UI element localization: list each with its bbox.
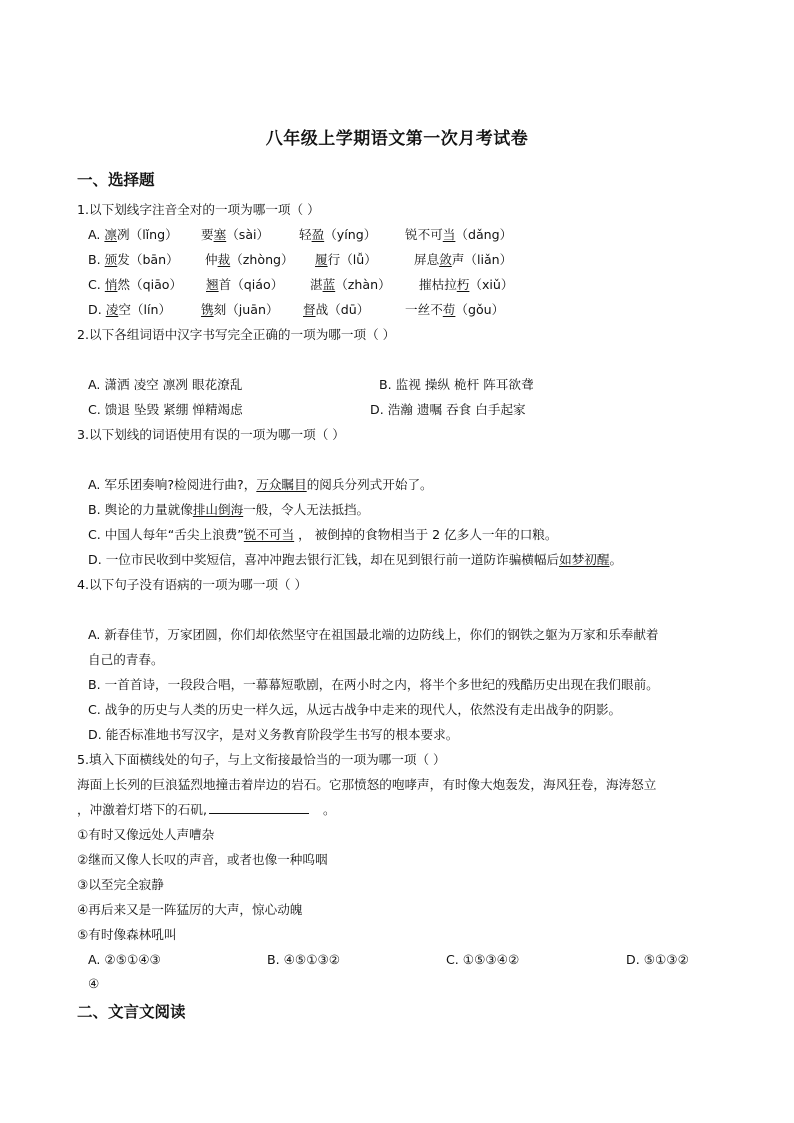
q5-item-4: ④再后来又是一阵猛厉的大声，惊心动魄 [77, 902, 303, 917]
q3-option-a: A. 军乐团奏响?检阅进行曲?，万众瞩目的阅兵分列式开始了。 [88, 477, 433, 492]
section-heading-choice: 一、选择题 [77, 170, 155, 189]
q1-option-a-word3: 轻盈（yíng） [299, 227, 377, 242]
section-heading-classical-reading: 二、文言文阅读 [77, 1002, 186, 1021]
q5-item-2: ②继而又像人长叹的声音，或者也像一种呜咽 [77, 852, 328, 867]
q5-option-c: C. ①⑤③④② [446, 952, 520, 967]
q1-option-d-word4: 一丝不苟（gǒu） [405, 302, 505, 317]
q2-option-c: C. 馈退 坠毁 紧绷 惮精竭虑 [88, 402, 243, 417]
q1-option-a-word2: 要塞（sài） [201, 227, 270, 242]
q5-option-a: A. ②⑤①④③ [88, 952, 161, 967]
q1-option-c-word2: 翘首（qiáo） [206, 277, 284, 292]
q5-passage-line-2: ，冲激着灯塔下的石矶, 。 [77, 802, 336, 817]
q5-option-b: B. ④⑤①③② [267, 952, 341, 967]
q4-option-a: A. 新春佳节，万家团圆，你们却依然坚守在祖国最北端的边防线上，你们的钢铁之躯为万家和乐奉献着 [88, 627, 659, 642]
q2-option-a: A. 潇洒 凌空 凛冽 眼花潦乱 [88, 377, 243, 392]
q1-option-c: C. 悄然（qiāo） [88, 277, 183, 292]
q5-passage-line-1: 海面上长列的巨浪猛烈地撞击着岸边的岩石。它那愤怒的咆哮声，有时像大炮轰发，海风狂卷，海涛怒立 [77, 777, 657, 792]
q1-option-b-word3: 履行（lǚ） [315, 252, 377, 267]
q1-option-b-word2: 仲裁（zhòng） [205, 252, 294, 267]
q3-option-c: C. 中国人每年“舌尖上浪费”锐不可当 ， 被倒掉的食物相当于 2 亿多人一年的口粮。 [88, 527, 558, 542]
q5-item-1: ①有时又像远处人声嘈杂 [77, 827, 215, 842]
q1-option-d: D. 凌空（lín） [88, 302, 172, 317]
q2-option-b: B. 监视 操纵 桅杆 阵耳欲聋 [379, 377, 534, 392]
page-title: 八年级上学期语文第一次月考试卷 [265, 129, 529, 149]
q1-option-a-word4: 锐不可当（dǎng） [405, 227, 513, 242]
q5-option-d-continued: ④ [88, 976, 100, 991]
question-1-stem: 1.以下划线字注音全对的一项为哪一项（ ） [77, 202, 320, 217]
q1-option-d-word2: 镌刻（juān） [201, 302, 279, 317]
q3-option-d: D. 一位市民收到中奖短信，喜冲冲跑去银行汇钱，却在见到银行前一道防诈骗横幅后如梦初醒。 [88, 552, 623, 567]
q1-option-b: B. 颁发（bān） [88, 252, 179, 267]
q4-option-d: D. 能否标准地书写汉字，是对义务教育阶段学生书写的根本要求。 [88, 727, 459, 742]
question-2-stem: 2.以下各组词语中汉字书写完全正确的一项为哪一项（ ） [77, 327, 396, 342]
q1-option-c-word4: 摧枯拉朽（xiǔ） [419, 277, 514, 292]
q1-option-b-word4: 屏息敛声（liǎn） [414, 252, 513, 267]
q1-option-a: A. 凛冽（lǐng） [88, 227, 178, 242]
q5-item-5: ⑤有时像森林吼叫 [77, 927, 177, 942]
q4-option-c: C. 战争的历史与人类的历史一样久远，从远古战争中走来的现代人，依然没有走出战争的阴影。 [88, 702, 622, 717]
q1-option-c-word3: 湛蓝（zhàn） [310, 277, 391, 292]
q2-option-d: D. 浩瀚 遗嘱 吞食 白手起家 [370, 402, 526, 417]
q1-option-d-word3: 督战（dū） [303, 302, 370, 317]
q5-item-3: ③以至完全寂静 [77, 877, 164, 892]
question-4-stem: 4.以下句子没有语病的一项为哪一项（ ） [77, 577, 308, 592]
question-3-stem: 3.以下划线的词语使用有误的一项为哪一项（ ） [77, 427, 345, 442]
q3-option-b: B. 舆论的力量就像排山倒海一般，令人无法抵挡。 [88, 502, 370, 517]
q4-option-b: B. 一首首诗，一段段合唱，一幕幕短歌剧，在两小时之内，将半个多世纪的残酷历史出现在我们眼前。 [88, 677, 659, 692]
q4-option-a-continued: 自己的青春。 [88, 652, 164, 667]
question-5-stem: 5.填入下面横线处的句子，与上文衔接最恰当的一项为哪一项（ ） [77, 752, 446, 767]
q5-option-d: D. ⑤①③② [626, 952, 689, 967]
fill-in-blank [209, 801, 309, 814]
